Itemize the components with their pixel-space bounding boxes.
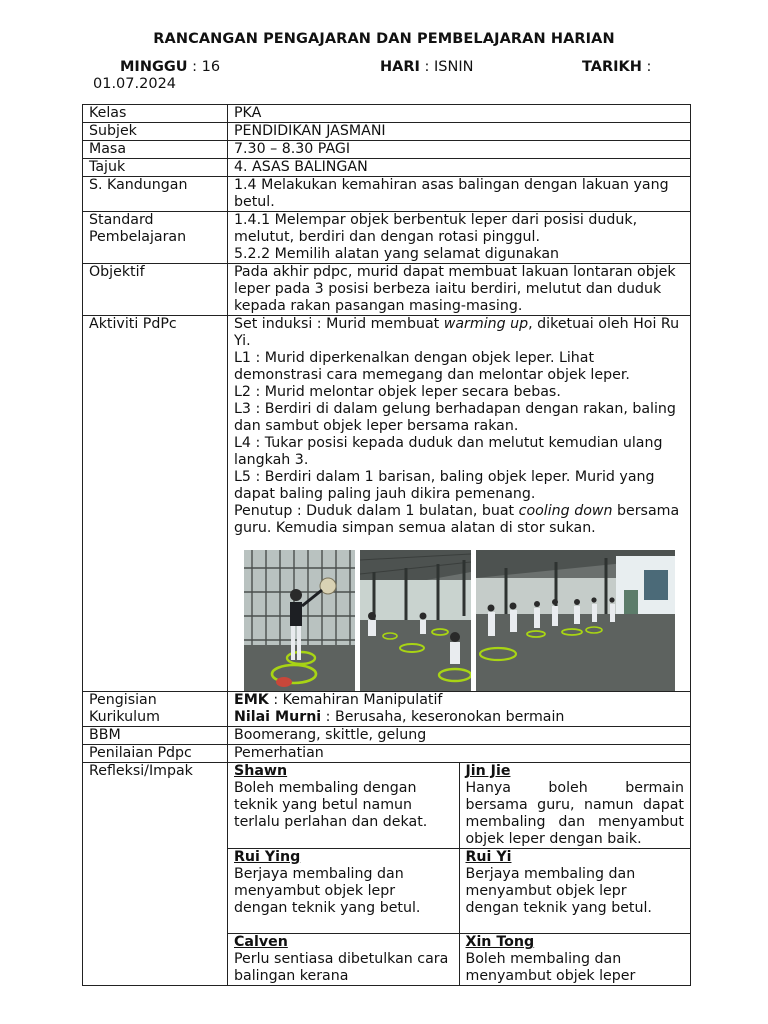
student-comment: Berjaya membaling dan menyambut objek lepr dengan teknik yang betul.	[465, 866, 652, 916]
lesson-meta	[93, 59, 733, 93]
student-name: Rui Yi	[465, 849, 512, 865]
label-masa: Masa	[83, 141, 228, 159]
tarikh-field: TARIKH :	[582, 59, 652, 75]
row-standard	[83, 212, 691, 264]
date-value: 01.07.2024	[93, 76, 177, 92]
student-comment: Boleh membaling dengan teknik yang betul namun terlalu perlahan dan dekat.	[234, 780, 428, 830]
label-tajuk: Tajuk	[83, 159, 228, 177]
langkah-2: L2 : Murid melontar objek leper secara bebas.	[234, 384, 561, 400]
activity-photo-3	[476, 550, 675, 691]
row-tajuk	[83, 159, 691, 177]
label-aktiviti: Aktiviti PdPc	[83, 316, 228, 692]
row-subjek	[83, 123, 691, 141]
row-pengisian	[83, 692, 691, 727]
row-masa	[83, 141, 691, 159]
student-name: Rui Ying	[234, 849, 301, 865]
langkah-4: L4 : Tukar posisi kepada duduk dan melutut kemudian ulang langkah 3.	[234, 435, 663, 468]
row-aktiviti	[83, 316, 691, 692]
refleksi-row	[228, 849, 690, 934]
label-standard	[83, 212, 228, 264]
student-comment: Hanya boleh bermain bersama guru, namun dapat membaling dan menyambut objek leper dengan baik.	[465, 780, 684, 847]
emk-line: EMK : Kemahiran Manipulatif	[234, 692, 443, 708]
student-note	[228, 934, 459, 986]
langkah-1: L1 : Murid diperkenalkan dengan objek leper. Lihat demonstrasi cara memegang dan melontar objek leper.	[234, 350, 630, 383]
refleksi-row	[228, 934, 690, 986]
value-aktiviti	[228, 316, 691, 692]
student-name: Calven	[234, 934, 288, 950]
value-penilaian: Pemerhatian	[228, 745, 691, 763]
value-refleksi	[228, 763, 691, 986]
label-refleksi: Refleksi/Impak	[83, 763, 228, 986]
lesson-plan-table	[82, 104, 691, 986]
student-name: Jin Jie	[465, 763, 511, 779]
label-penilaian: Penilaian Pdpc	[83, 745, 228, 763]
student-name: Shawn	[234, 763, 288, 779]
activity-photo-2	[360, 550, 471, 691]
refleksi-row	[228, 763, 690, 849]
penutup: Penutup : Duduk dalam 1 bulatan, buat cooling down bersama guru. Kemudia simpan semua alatan di stor sukan.	[234, 503, 680, 536]
label-pengisian	[83, 692, 228, 727]
label-pengisian-2: Kurikulum	[89, 709, 160, 725]
standard-line-1: 1.4.1 Melempar objek berbentuk leper dari posisi duduk, melutut, berdiri dan dengan rotasi pinggul.	[234, 212, 638, 245]
student-comment: Berjaya membaling dan menyambut objek lepr dengan teknik yang betul.	[234, 866, 421, 916]
label-objektif: Objektif	[83, 264, 228, 316]
value-masa: 7.30 – 8.30 PAGI	[228, 141, 691, 159]
row-kelas	[83, 105, 691, 123]
value-objektif: Pada akhir pdpc, murid dapat membuat lakuan lontaran objek leper pada 3 posisi berbeza iaitu berdiri, melutut dan duduk kepada rakan pasangan masing-masing.	[228, 264, 691, 316]
value-kelas: PKA	[228, 105, 691, 123]
label-standard-2: Pembelajaran	[89, 229, 187, 245]
label-subjek: Subjek	[83, 123, 228, 141]
label-standard-1: Standard	[89, 212, 154, 228]
refleksi-grid	[228, 763, 690, 985]
activity-photo-1	[244, 550, 355, 691]
document-title: RANCANGAN PENGAJARAN DAN PEMBELAJARAN HARIAN	[153, 31, 615, 47]
label-bbm: BBM	[83, 727, 228, 745]
student-note	[228, 763, 459, 849]
value-pengisian	[228, 692, 691, 727]
student-note	[228, 849, 459, 934]
student-note	[459, 763, 690, 849]
langkah-5: L5 : Berdiri dalam 1 barisan, baling objek leper. Murid yang dapat baling paling jauh dikira pemenang.	[234, 469, 655, 502]
value-kandungan: 1.4 Melakukan kemahiran asas balingan dengan lakuan yang betul.	[228, 177, 691, 212]
student-note	[459, 934, 690, 986]
label-kandungan: S. Kandungan	[83, 177, 228, 212]
label-kelas: Kelas	[83, 105, 228, 123]
value-tajuk: 4. ASAS BALINGAN	[228, 159, 691, 177]
langkah-3: L3 : Berdiri di dalam gelung berhadapan dengan rakan, baling dan sambut objek leper bersama rakan.	[234, 401, 676, 434]
row-objektif	[83, 264, 691, 316]
set-induksi: Set induksi : Murid membuat warming up, diketuai oleh Hoi Ru Yi.	[234, 316, 680, 349]
student-note	[459, 849, 690, 934]
student-name: Xin Tong	[465, 934, 535, 950]
row-refleksi	[83, 763, 691, 986]
student-comment: Boleh membaling dan menyambut objek leper	[465, 951, 636, 984]
row-kandungan	[83, 177, 691, 212]
student-comment: Perlu sentiasa dibetulkan cara balingan kerana	[234, 951, 449, 984]
standard-line-2: 5.2.2 Memilih alatan yang selamat digunakan	[234, 246, 560, 262]
nilai-murni-line: Nilai Murni : Berusaha, keseronokan bermain	[234, 709, 565, 725]
value-standard	[228, 212, 691, 264]
label-pengisian-1: Pengisian	[89, 692, 157, 708]
minggu-field: MINGGU : 16	[120, 59, 221, 75]
value-bbm: Boomerang, skittle, gelung	[228, 727, 691, 745]
hari-field: HARI : ISNIN	[380, 59, 474, 75]
row-bbm	[83, 727, 691, 745]
row-penilaian	[83, 745, 691, 763]
value-subjek: PENDIDIKAN JASMANI	[228, 123, 691, 141]
activity-photos	[244, 550, 684, 691]
